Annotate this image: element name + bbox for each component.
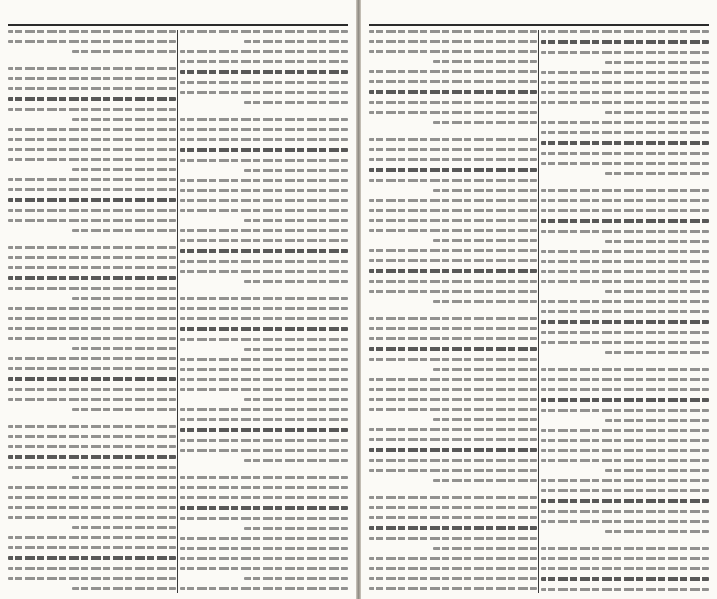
text-line [541, 459, 709, 462]
left-page-header [8, 6, 348, 26]
text-line [244, 577, 348, 580]
text-line [8, 556, 176, 560]
text-line [8, 128, 176, 131]
text-line [541, 378, 709, 381]
text-line [8, 486, 176, 489]
text-line [541, 270, 709, 273]
text-line [8, 357, 176, 360]
text-line [180, 260, 348, 263]
text-line [369, 537, 537, 540]
text-line [180, 486, 348, 489]
text-line [180, 91, 348, 94]
text-line [541, 250, 709, 253]
text-line [180, 439, 348, 442]
text-line [605, 61, 709, 64]
right-page-column-rule [538, 30, 539, 593]
text-line [369, 209, 537, 212]
text-line [369, 219, 537, 222]
left-page-columns [8, 30, 348, 593]
text-line [541, 260, 709, 263]
text-line [180, 60, 348, 63]
text-line [8, 67, 176, 70]
text-line [8, 546, 176, 549]
text-line [8, 425, 176, 428]
text-line [369, 428, 537, 431]
text-line [8, 276, 176, 280]
text-line [369, 448, 537, 452]
text-line [244, 280, 348, 283]
text-line [605, 111, 709, 114]
text-line [180, 209, 348, 212]
text-line [369, 90, 537, 94]
text-line [8, 87, 176, 90]
text-line [180, 428, 348, 432]
text-line [180, 358, 348, 361]
text-line [244, 219, 348, 222]
text-line [180, 449, 348, 452]
text-line [541, 219, 709, 223]
text-line [541, 91, 709, 94]
text-line [180, 567, 348, 570]
text-line [180, 297, 348, 300]
text-line [8, 496, 176, 499]
text-line [541, 368, 709, 371]
text-line [180, 378, 348, 381]
text-line [72, 587, 176, 590]
text-line [541, 101, 709, 104]
text-line [8, 40, 176, 43]
text-line [72, 168, 176, 171]
text-line [8, 148, 176, 151]
text-line [8, 266, 176, 269]
text-line [180, 307, 348, 310]
text-line [244, 527, 348, 530]
text-line [8, 219, 176, 222]
text-line [433, 418, 537, 421]
text-line [541, 567, 709, 570]
text-line [8, 455, 176, 459]
text-line [8, 577, 176, 580]
text-line [433, 121, 537, 124]
text-line [8, 188, 176, 191]
text-line [541, 341, 709, 344]
text-line [541, 230, 709, 233]
text-line [244, 398, 348, 401]
text-line [369, 347, 537, 351]
text-line [180, 506, 348, 510]
text-line [369, 259, 537, 262]
text-line [72, 297, 176, 300]
text-line [72, 408, 176, 411]
text-line [8, 198, 176, 202]
text-line [180, 537, 348, 540]
text-line [541, 131, 709, 134]
text-line [180, 239, 348, 242]
text-line [72, 50, 176, 53]
text-line [369, 179, 537, 182]
text-line [541, 81, 709, 84]
text-line [605, 240, 709, 243]
text-line [433, 189, 537, 192]
right-page-columns [369, 30, 709, 593]
text-line [541, 40, 709, 44]
text-line [433, 547, 537, 550]
text-line [369, 280, 537, 283]
text-line [180, 587, 348, 590]
text-line [369, 408, 537, 411]
right-page-header [369, 6, 709, 26]
text-line [180, 70, 348, 74]
left-page-column-rule [177, 30, 178, 593]
text-line [541, 479, 709, 482]
text-line [541, 489, 709, 492]
text-line [369, 269, 537, 273]
text-line [369, 438, 537, 441]
text-line [8, 327, 176, 330]
text-line [180, 368, 348, 371]
text-line [8, 317, 176, 320]
text-line [541, 152, 709, 155]
text-line [541, 398, 709, 402]
text-line [8, 506, 176, 509]
text-line [541, 429, 709, 432]
text-line [180, 81, 348, 84]
text-line [180, 418, 348, 421]
text-line [433, 479, 537, 482]
text-line [541, 331, 709, 334]
text-line [180, 229, 348, 232]
text-line [8, 398, 176, 401]
text-line [369, 378, 537, 381]
text-line [8, 445, 176, 448]
text-line [433, 239, 537, 242]
text-line [369, 459, 537, 462]
text-line [180, 179, 348, 182]
text-line [541, 320, 709, 324]
text-line [541, 557, 709, 560]
text-line [369, 168, 537, 172]
text-line [369, 557, 537, 560]
text-line [180, 317, 348, 320]
text-line [541, 30, 709, 33]
text-line [369, 290, 537, 293]
text-line [369, 398, 537, 401]
text-line [180, 128, 348, 131]
text-line [8, 337, 176, 340]
text-line [180, 547, 348, 550]
text-line [369, 199, 537, 202]
text-line [8, 108, 176, 111]
text-line [180, 50, 348, 53]
text-line [369, 506, 537, 509]
text-line [180, 159, 348, 162]
text-line [72, 347, 176, 350]
text-line [541, 499, 709, 503]
text-line [433, 60, 537, 63]
text-line [244, 101, 348, 104]
text-line [369, 249, 537, 252]
text-line [433, 368, 537, 371]
text-line [72, 118, 176, 121]
text-line [541, 588, 709, 591]
text-line [244, 169, 348, 172]
text-line [180, 249, 348, 253]
text-line [8, 567, 176, 570]
text-line [541, 547, 709, 550]
text-line [369, 148, 537, 151]
text-line [8, 367, 176, 370]
text-line [244, 348, 348, 351]
text-line [180, 148, 348, 152]
text-line [180, 517, 348, 520]
left-page [0, 0, 356, 599]
text-line [180, 199, 348, 202]
text-line [369, 101, 537, 104]
right-page-column-left [369, 30, 537, 593]
text-line [8, 256, 176, 259]
text-line [8, 30, 176, 33]
text-line [369, 138, 537, 141]
text-line [605, 351, 709, 354]
text-line [369, 30, 537, 33]
text-line [541, 280, 709, 283]
text-line [72, 229, 176, 232]
text-line [180, 118, 348, 121]
text-line [605, 530, 709, 533]
text-line [8, 377, 176, 381]
text-line [8, 77, 176, 80]
text-line [369, 337, 537, 340]
text-line [8, 287, 176, 290]
text-line [8, 388, 176, 391]
text-line [369, 496, 537, 499]
text-line [8, 536, 176, 539]
text-line [369, 70, 537, 73]
text-line [541, 209, 709, 212]
text-line [541, 141, 709, 145]
text-line [180, 388, 348, 391]
left-page-column-left [8, 30, 176, 593]
text-line [541, 51, 709, 54]
text-line [8, 158, 176, 161]
text-line [541, 199, 709, 202]
text-line [8, 178, 176, 181]
text-line [244, 459, 348, 462]
text-line [369, 317, 537, 320]
text-line [541, 439, 709, 442]
right-page [361, 0, 717, 599]
text-line [605, 172, 709, 175]
text-line [8, 466, 176, 469]
text-line [541, 388, 709, 391]
text-line [72, 526, 176, 529]
text-line [180, 138, 348, 141]
text-line [433, 300, 537, 303]
text-line [541, 162, 709, 165]
text-line [369, 388, 537, 391]
text-line [369, 50, 537, 53]
text-line [369, 516, 537, 519]
text-line [180, 476, 348, 479]
text-line [180, 338, 348, 341]
text-line [369, 327, 537, 330]
text-line [8, 435, 176, 438]
text-line [541, 577, 709, 581]
text-line [541, 121, 709, 124]
text-line [605, 469, 709, 472]
text-line [180, 189, 348, 192]
text-line [180, 327, 348, 331]
text-line [369, 80, 537, 83]
text-line [369, 587, 537, 590]
text-line [244, 40, 348, 43]
text-line [8, 246, 176, 249]
text-line [541, 449, 709, 452]
text-line [369, 526, 537, 530]
text-line [541, 409, 709, 412]
text-line [180, 557, 348, 560]
text-line [541, 520, 709, 523]
text-line [180, 30, 348, 33]
text-line [180, 496, 348, 499]
right-page-column-right [541, 30, 709, 593]
text-line [605, 419, 709, 422]
text-line [8, 97, 176, 101]
text-line [180, 408, 348, 411]
left-page-column-right [180, 30, 348, 593]
text-line [369, 40, 537, 43]
text-line [8, 138, 176, 141]
text-line [541, 300, 709, 303]
text-line [8, 516, 176, 519]
text-line [605, 290, 709, 293]
text-line [541, 189, 709, 192]
text-line [369, 111, 537, 114]
text-line [369, 567, 537, 570]
text-line [541, 510, 709, 513]
text-line [541, 310, 709, 313]
text-line [369, 229, 537, 232]
text-line [369, 158, 537, 161]
text-line [8, 209, 176, 212]
text-line [541, 71, 709, 74]
text-line [72, 476, 176, 479]
text-line [369, 358, 537, 361]
text-line [180, 270, 348, 273]
text-line [369, 469, 537, 472]
text-line [8, 307, 176, 310]
text-line [369, 577, 537, 580]
